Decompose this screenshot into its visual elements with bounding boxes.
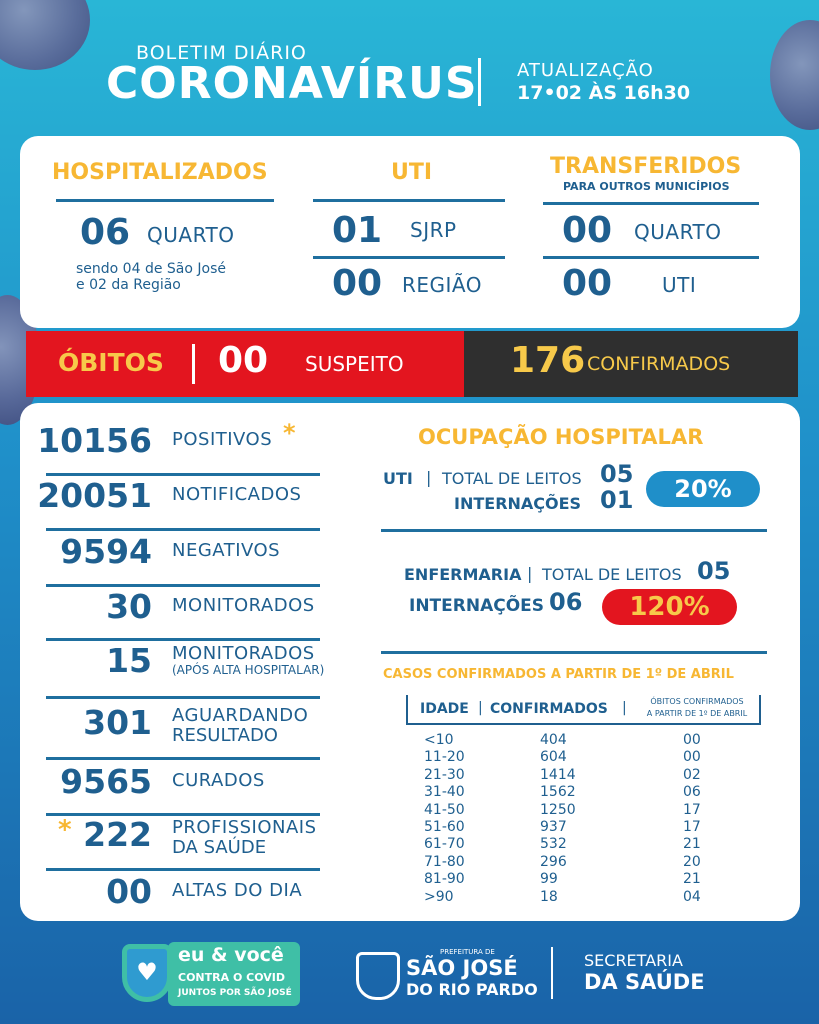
deaths-divider: [192, 344, 195, 384]
occ-sep: |: [426, 468, 432, 487]
stat-number: 15: [106, 641, 152, 680]
case-deaths: 00: [683, 732, 701, 748]
heart-icon: ♥: [136, 958, 158, 986]
case-confirmed: 18: [540, 888, 558, 905]
case-age: 11-20: [424, 749, 465, 766]
virus-illustration-top-left: [0, 0, 90, 70]
case-age: >90: [424, 888, 454, 905]
case-confirmed: 404: [540, 732, 567, 748]
city-name-2: DO RIO PARDO: [406, 980, 538, 999]
col-age: IDADE: [420, 701, 469, 717]
stat-label: ALTAS DO DIA: [172, 880, 303, 901]
cases-title: CASOS CONFIRMADOS A PARTIR DE 1º DE ABRIL: [383, 667, 734, 682]
deaths-suspect-label: SUSPEITO: [305, 352, 404, 376]
case-confirmed: 1562: [540, 784, 576, 801]
shield-icon: [122, 944, 172, 1002]
hosp-number: 06: [80, 212, 131, 253]
case-age: 41-50: [424, 801, 465, 818]
header-subtitle: BOLETIM DIÁRIO: [136, 42, 307, 64]
hosp-note-1: sendo 04 de São José: [76, 261, 226, 277]
header-divider: [478, 58, 481, 106]
case-age: 31-40: [424, 784, 465, 801]
case-age: 81-90: [424, 871, 465, 888]
transf-room-number: 00: [562, 210, 613, 251]
stat-label: NOTIFICADOS: [172, 484, 302, 505]
occ-enf-label: ENFERMARIA: [404, 565, 522, 584]
stat-number: 301: [83, 703, 152, 742]
case-deaths: 20: [683, 853, 701, 870]
uti-sjrp-label: SJRP: [410, 218, 457, 242]
uti-region-label: REGIÃO: [402, 273, 483, 297]
prefeitura-label: PREFEITURA DE: [440, 948, 495, 956]
header-title: CORONAVÍRUS: [106, 58, 478, 109]
stat-number: 30: [106, 587, 152, 626]
campaign-line-2: CONTRA O COVID: [178, 971, 285, 984]
stat-sublabel: (APÓS ALTA HOSPITALAR): [172, 663, 325, 677]
hosp-note-2: e 02 da Região: [76, 277, 181, 293]
stat-label: CURADOS: [172, 770, 265, 791]
divider: [543, 202, 759, 205]
occ-enf-total-label: TOTAL DE LEITOS: [542, 565, 682, 584]
stat-sublabel: RESULTADO: [172, 725, 278, 746]
case-deaths: 02: [683, 766, 701, 783]
stat-number: 00: [106, 872, 152, 911]
case-confirmed: 937: [540, 819, 567, 835]
uti-sjrp-number: 01: [332, 210, 383, 251]
stat-number: 9565: [60, 762, 152, 801]
divider: [56, 199, 274, 202]
uti-region-number: 00: [332, 263, 383, 304]
city-crest-icon: [356, 952, 400, 1000]
city-name-1: SÃO JOSÉ: [406, 956, 518, 980]
divider: [46, 696, 320, 699]
occ-uti-percent-badge: 20%: [646, 471, 760, 507]
transf-room-label: QUARTO: [634, 220, 722, 244]
case-age: <10: [424, 732, 454, 748]
case-confirmed: 1250: [540, 801, 576, 818]
campaign-title: eu & você: [178, 944, 284, 966]
case-deaths: 17: [683, 801, 701, 818]
campaign-line-3: JUNTOS POR SÃO JOSÉ: [178, 988, 292, 998]
col-deaths-1: ÓBITOS CONFIRMADOS: [650, 697, 744, 706]
hospitalizados-title: HOSPITALIZADOS: [52, 160, 268, 185]
divider: [46, 528, 320, 531]
hosp-label: QUARTO: [147, 223, 235, 247]
occupation-title: OCUPAÇÃO HOSPITALAR: [418, 425, 704, 449]
divider: [46, 757, 320, 760]
uti-title: UTI: [391, 160, 433, 185]
stat-label: MONITORADOS: [172, 643, 315, 664]
occ-uti-total-label: TOTAL DE LEITOS: [442, 469, 582, 488]
occ-enf-total: 05: [697, 557, 731, 585]
col-confirmed: CONFIRMADOS: [490, 701, 608, 717]
occ-uti-total: 05: [600, 460, 634, 488]
stat-asterisk: *: [283, 419, 296, 447]
deaths-label: ÓBITOS: [58, 348, 164, 377]
case-confirmed: 604: [540, 749, 567, 766]
occ-uti-intern: 01: [600, 486, 634, 514]
case-deaths: 21: [683, 871, 701, 888]
deaths-confirmed-label: CONFIRMADOS: [587, 353, 731, 375]
divider: [381, 651, 767, 654]
occ-enf-intern-label: INTERNAÇÕES: [409, 596, 545, 616]
transferidos-subtitle: PARA OUTROS MUNICÍPIOS: [563, 180, 730, 193]
case-confirmed: 1414: [540, 766, 576, 783]
col-sep: |: [478, 700, 483, 716]
col-sep: |: [622, 700, 627, 716]
col-deaths-2: A PARTIR DE 1º DE ABRIL: [646, 709, 748, 718]
case-age: 51-60: [424, 819, 465, 835]
secretaria-label: SECRETARIA: [584, 951, 683, 970]
transferidos-title: TRANSFERIDOS: [550, 154, 742, 179]
stat-label: AGUARDANDO: [172, 705, 309, 726]
case-age: 21-30: [424, 766, 465, 783]
deaths-suspect-number: 00: [218, 340, 269, 381]
stat-label: POSITIVOS: [172, 429, 273, 450]
transf-uti-number: 00: [562, 263, 613, 304]
divider: [313, 256, 505, 259]
case-deaths: 21: [683, 836, 701, 853]
case-deaths: 17: [683, 819, 701, 835]
update-value: 17•02 ÀS 16h30: [517, 82, 691, 104]
virus-illustration-top-right: [770, 20, 819, 130]
case-deaths: 06: [683, 784, 701, 801]
update-label: ATUALIZAÇÃO: [517, 60, 654, 81]
stat-label: NEGATIVOS: [172, 540, 281, 561]
stat-label: PROFISSIONAIS: [172, 817, 317, 838]
divider: [543, 256, 759, 259]
divider: [46, 868, 320, 871]
stat-label: MONITORADOS: [172, 595, 315, 616]
divider: [381, 529, 767, 532]
occ-uti-intern-label: INTERNAÇÕES: [454, 494, 582, 513]
case-age: 71-80: [424, 853, 465, 870]
secretaria-name: DA SAÚDE: [584, 970, 705, 994]
case-deaths: 04: [683, 888, 701, 905]
stat-number: 20051: [37, 476, 152, 515]
case-confirmed: 296: [540, 853, 567, 870]
case-age: 61-70: [424, 836, 465, 853]
occ-enf-intern: 06: [549, 588, 583, 616]
stat-number: 10156: [37, 421, 152, 460]
footer-divider: [551, 947, 553, 999]
divider: [313, 199, 505, 202]
case-confirmed: 99: [540, 871, 558, 888]
stat-sublabel: DA SAÚDE: [172, 837, 267, 858]
occ-sep: |: [527, 564, 533, 583]
case-confirmed: 532: [540, 836, 567, 853]
case-deaths: 00: [683, 749, 701, 766]
stat-number: 222: [83, 815, 152, 854]
occ-enf-percent-badge: 120%: [602, 589, 737, 625]
deaths-confirmed-number: 176: [510, 340, 586, 381]
stat-number: 9594: [60, 532, 152, 571]
occ-uti-label: UTI: [383, 469, 413, 488]
stat-asterisk: *: [58, 815, 72, 845]
transf-uti-label: UTI: [662, 273, 697, 297]
